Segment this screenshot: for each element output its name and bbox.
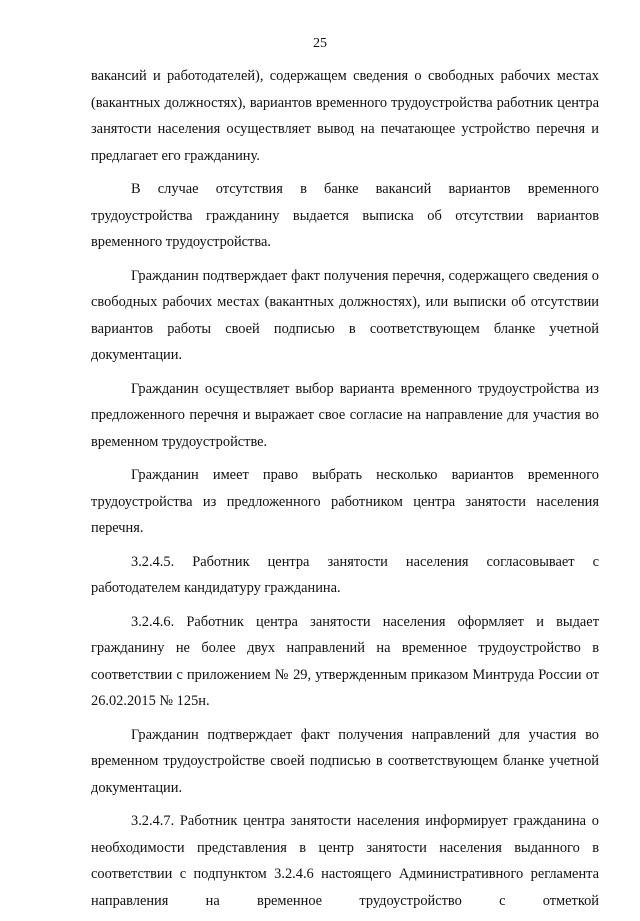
- paragraph-8: Гражданин подтверждает факт получения направлений для участия во временном трудоустройстве своей подписью в соответствующем бланке учетной документации.: [91, 726, 599, 796]
- paragraph-6: 3.2.4.5. Работник центра занятости населения согласовывает с работодателем кандидатуру гражданина.: [91, 553, 599, 596]
- document-body: [91, 63, 599, 921]
- paragraph-9: 3.2.4.7. Работник центра занятости населения информирует гражданина о необходимости представления в центр занятости населения выданного в соответствии с подпунктом 3.2.4.6 настоящего Административного регламента направления на временное трудоустройство с отметкой: [91, 813, 599, 909]
- paragraph-1: вакансий и работодателей), содержащем сведения о свободных рабочих местах (вакантных должностях), вариантов временного трудоустройства работник центра занятости населения осуществляет вывод на печатающее устройство перечня и предлагает его гражданину.: [91, 68, 599, 164]
- paragraph-3: Гражданин подтверждает факт получения перечня, содержащего сведения о свободных рабочих местах (вакантных должностях), или выписки об отсутствии вариантов работы своей подписью в соответствующем бланке учетной документации.: [91, 267, 599, 363]
- paragraph-7: 3.2.4.6. Работник центра занятости населения оформляет и выдает гражданину не более двух направлений на временное трудоустройство в соответствии с приложением № 29, утвержденным приказом Минтруда России от 26.02.2015 № 125н.: [91, 613, 599, 709]
- paragraph-5: Гражданин имеет право выбрать несколько вариантов временного трудоустройства из предложенного работником центра занятости населения перечня.: [91, 467, 599, 536]
- paragraph-2: В случае отсутствия в банке вакансий вариантов временного трудоустройства гражданину выдается выписка об отсутствии вариантов временного трудоустройства.: [91, 181, 599, 250]
- page-number: 25: [313, 36, 327, 51]
- paragraph-4: Гражданин осуществляет выбор варианта временного трудоустройства из предложенного перечня и выражает свое согласие на направление для участия во временном трудоустройстве.: [91, 380, 599, 450]
